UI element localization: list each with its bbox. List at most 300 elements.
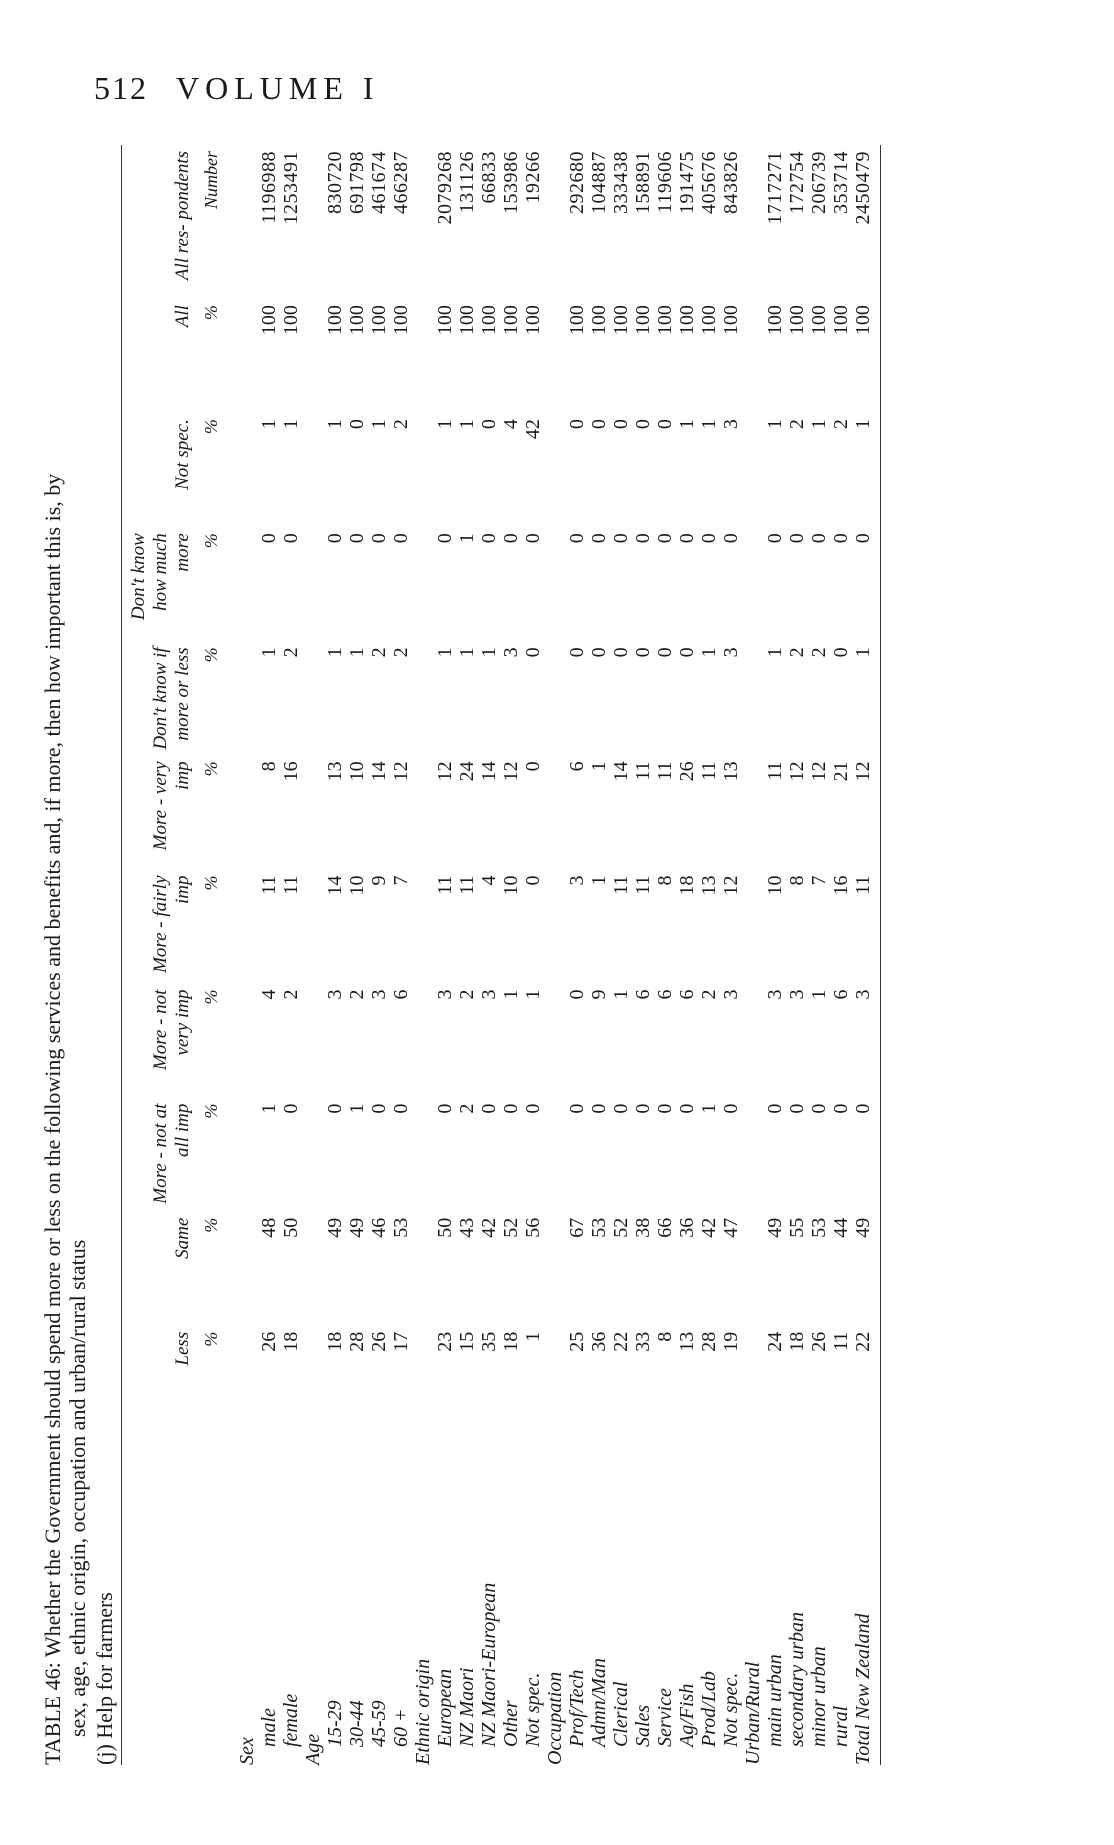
cell-percent: 3 [786,989,808,1000]
units-pct: % [201,419,221,435]
cell-number: 353714 [830,151,852,214]
cell-empty [236,641,258,755]
cell-empty [236,145,258,299]
cell-percent: 0 [588,647,610,658]
cell-percent: 8 [654,875,676,886]
cell-percent: 11 [434,875,456,895]
cell-percent: 0 [632,647,654,658]
cell-empty [236,1326,258,1440]
cell-percent: 0 [830,1103,852,1114]
cell-percent: 11 [764,761,786,781]
cell-number: 461674 [368,151,390,214]
table-group-row [544,145,566,1765]
cell-percent: 0 [786,533,808,544]
cell-percent: 0 [786,1103,808,1114]
table-group-row [236,145,258,1765]
header-all: All [172,305,193,328]
cell-percent: 0 [632,1103,654,1114]
cell-number: 2079268 [434,151,456,225]
cell-percent: 0 [324,533,346,544]
cell-percent: 100 [830,305,852,336]
row-label: Not spec. [720,1672,742,1747]
row-label: NZ Maori [456,1667,478,1747]
cell-percent: 2 [368,647,390,658]
units-pct: % [201,305,221,321]
row-label: 15-29 [324,1700,346,1747]
cell-percent: 18 [676,875,698,896]
cell-empty [412,299,434,413]
cell-empty [742,641,764,755]
cell-empty [544,984,566,1098]
header-more-fairly: More - fairly imp [150,875,193,973]
cell-percent: 42 [478,1217,500,1238]
table-row [808,145,830,1765]
row-label: Clerical [610,1681,632,1747]
cell-percent: 2 [698,989,720,1000]
cell-number: 405676 [698,151,720,214]
cell-percent: 66 [654,1217,676,1238]
cell-percent: 100 [808,305,830,336]
cell-number: 153986 [500,151,522,214]
units-pct: % [201,875,221,891]
cell-percent: 1 [500,989,522,1000]
cell-percent: 28 [698,1331,720,1352]
cell-percent: 3 [720,647,742,658]
cell-number: 158891 [632,151,654,214]
cell-empty [544,641,566,755]
cell-percent: 0 [346,419,368,430]
row-label: Admn/Man [588,1658,610,1747]
cell-percent: 0 [830,647,852,658]
cell-percent: 1 [588,875,610,886]
cell-empty [742,755,764,869]
table-row [478,145,500,1765]
cell-percent: 10 [764,875,786,896]
cell-percent: 1 [456,419,478,430]
cell-empty [412,1212,434,1326]
cell-percent: 26 [808,1331,830,1352]
cell-percent: 2 [346,989,368,1000]
cell-percent: 12 [390,761,412,782]
cell-percent: 1 [588,761,610,772]
cell-percent: 12 [500,761,522,782]
cell-percent: 0 [720,1103,742,1114]
row-label: NZ Maori-European [478,1582,500,1747]
cell-percent: 0 [500,1103,522,1114]
cell-percent: 1 [324,419,346,430]
table-row [720,145,742,1765]
cell-percent: 0 [654,533,676,544]
data-table [122,145,874,1765]
row-label: European [434,1668,456,1747]
cell-percent: 24 [456,761,478,782]
cell-percent: 6 [390,989,412,1000]
cell-empty [544,145,566,299]
table-subtitle: sex, age, ethnic origin, occupation and urban/rural status [65,1239,90,1737]
cell-percent: 100 [588,305,610,336]
cell-percent: 0 [720,533,742,544]
cell-number: 2450479 [852,151,874,225]
table-row [434,145,456,1765]
cell-percent: 1 [456,647,478,658]
volume-label: VOLUME I [176,70,380,106]
page-header [94,70,380,107]
cell-percent: 1 [346,647,368,658]
cell-percent: 23 [434,1331,456,1352]
cell-number: 1253491 [280,151,302,225]
cell-empty [302,1098,324,1212]
cell-empty [302,145,324,299]
cell-percent: 22 [610,1331,632,1352]
cell-percent: 1 [258,647,280,658]
cell-percent: 12 [852,761,874,782]
cell-empty [412,984,434,1098]
cell-empty [544,527,566,641]
cell-empty [302,413,324,527]
table-row [368,145,390,1765]
cell-percent: 0 [808,1103,830,1114]
table-row [500,145,522,1765]
header-row [122,145,196,1765]
cell-percent: 48 [258,1217,280,1238]
cell-percent: 0 [676,647,698,658]
cell-percent: 1 [346,1103,368,1114]
cell-percent: 50 [280,1217,302,1238]
header-less: Less [172,1331,193,1366]
cell-percent: 100 [280,305,302,336]
row-label: male [258,1708,280,1747]
table-group-row [302,145,324,1765]
cell-percent: 6 [830,989,852,1000]
row-label: 30-44 [346,1700,368,1747]
cell-percent: 3 [852,989,874,1000]
cell-number: 191475 [676,151,698,214]
cell-percent: 0 [280,533,302,544]
cell-percent: 17 [390,1331,412,1352]
cell-percent: 0 [610,419,632,430]
cell-percent: 18 [786,1331,808,1352]
cell-percent: 42 [698,1217,720,1238]
cell-percent: 6 [654,989,676,1000]
cell-percent: 0 [852,533,874,544]
cell-percent: 14 [368,761,390,782]
cell-number: 19266 [522,151,544,204]
cell-empty [544,413,566,527]
cell-percent: 21 [830,761,852,782]
cell-number: 206739 [808,151,830,214]
table-row [786,145,808,1765]
cell-empty [412,755,434,869]
cell-number: 119606 [654,151,676,214]
cell-percent: 1 [434,419,456,430]
cell-empty [236,1098,258,1212]
cell-empty [412,527,434,641]
cell-percent: 0 [632,419,654,430]
cell-empty [742,145,764,299]
cell-percent: 100 [368,305,390,336]
cell-percent: 0 [588,1103,610,1114]
table-row [346,145,368,1765]
cell-percent: 33 [632,1331,654,1352]
row-label: 60 + [390,1708,412,1747]
cell-percent: 100 [720,305,742,336]
cell-percent: 67 [566,1217,588,1238]
cell-number: 104887 [588,151,610,214]
cell-percent: 53 [588,1217,610,1238]
cell-percent: 0 [764,1103,786,1114]
cell-empty [302,755,324,869]
cell-percent: 0 [258,533,280,544]
cell-percent: 22 [852,1331,874,1352]
cell-percent: 3 [500,647,522,658]
cell-empty [544,869,566,983]
cell-empty [742,1212,764,1326]
units-row [196,145,236,1765]
cell-percent: 11 [632,875,654,895]
cell-number: 466287 [390,151,412,214]
cell-percent: 6 [566,761,588,772]
cell-percent: 1 [698,1103,720,1114]
row-label: Service [654,1688,676,1747]
cell-percent: 0 [478,533,500,544]
cell-percent: 0 [390,533,412,544]
cell-percent: 100 [258,305,280,336]
cell-empty [236,755,258,869]
cell-percent: 38 [632,1217,654,1238]
header-blank [122,1440,196,1765]
cell-percent: 56 [522,1217,544,1238]
cell-empty [236,1212,258,1326]
table-row [610,145,632,1765]
cell-percent: 100 [654,305,676,336]
cell-percent: 1 [698,419,720,430]
cell-number: 292680 [566,151,588,214]
units-blank [196,1440,236,1765]
cell-percent: 1 [676,419,698,430]
cell-percent: 0 [676,1103,698,1114]
cell-percent: 0 [434,1103,456,1114]
cell-percent: 100 [632,305,654,336]
units-pct: % [201,1217,221,1233]
row-label: 45-59 [368,1700,390,1747]
table-row [258,145,280,1765]
header-dk-more-less: Don't know if more or less [150,647,193,750]
cell-percent: 4 [258,989,280,1000]
cell-percent: 28 [346,1331,368,1352]
header-all-respondents: All res- pondents [172,151,193,281]
cell-percent: 1 [522,1331,544,1342]
cell-percent: 1 [808,419,830,430]
cell-percent: 44 [830,1217,852,1238]
cell-empty [412,145,434,299]
cell-percent: 100 [456,305,478,336]
cell-percent: 26 [368,1331,390,1352]
cell-percent: 49 [764,1217,786,1238]
cell-percent: 16 [830,875,852,896]
cell-percent: 10 [346,875,368,896]
cell-empty [544,755,566,869]
cell-percent: 35 [478,1331,500,1352]
row-label: Prod/Lab [698,1671,720,1747]
cell-percent: 0 [346,533,368,544]
cell-percent: 15 [456,1331,478,1352]
cell-percent: 52 [610,1217,632,1238]
cell-empty [302,527,324,641]
cell-percent: 12 [808,761,830,782]
cell-percent: 100 [852,305,874,336]
cell-percent: 11 [654,761,676,781]
cell-percent: 19 [720,1331,742,1352]
cell-percent: 13 [676,1331,698,1352]
row-label: Ethnic origin [412,1658,434,1765]
cell-percent: 36 [676,1217,698,1238]
cell-percent: 0 [654,647,676,658]
cell-percent: 53 [808,1217,830,1238]
cell-percent: 0 [610,647,632,658]
cell-percent: 3 [720,419,742,430]
cell-percent: 1 [434,647,456,658]
cell-percent: 1 [808,989,830,1000]
cell-percent: 49 [852,1217,874,1238]
table-row [830,145,852,1765]
cell-percent: 52 [500,1217,522,1238]
table-row [566,145,588,1765]
cell-percent: 14 [478,761,500,782]
row-label: Age [302,1733,324,1765]
cell-number: 1196988 [258,151,280,224]
cell-percent: 2 [456,1103,478,1114]
cell-empty [236,984,258,1098]
cell-percent: 49 [324,1217,346,1238]
page-number: 512 [94,70,148,106]
cell-percent: 0 [654,1103,676,1114]
cell-percent: 0 [808,533,830,544]
table-group-row [742,145,764,1765]
cell-percent: 7 [390,875,412,886]
cell-empty [742,527,764,641]
cell-empty [236,527,258,641]
row-label: Not spec. [522,1672,544,1747]
cell-percent: 11 [632,761,654,781]
row-label: Sales [632,1704,654,1747]
cell-percent: 0 [522,1103,544,1114]
row-label: female [280,1693,302,1747]
cell-percent: 6 [676,989,698,1000]
cell-percent: 1 [522,989,544,1000]
cell-percent: 0 [566,989,588,1000]
cell-number: 1717271 [764,151,786,225]
cell-percent: 0 [500,533,522,544]
cell-percent: 0 [434,533,456,544]
units-number: Number [201,151,221,209]
cell-percent: 0 [830,533,852,544]
row-label: Total New Zealand [852,1613,874,1765]
row-label: Urban/Rural [742,1661,764,1765]
cell-percent: 0 [478,419,500,430]
cell-percent: 0 [588,419,610,430]
header-dk-how-much: Don't know how much more [128,533,193,621]
cell-percent: 18 [280,1331,302,1352]
cell-percent: 100 [434,305,456,336]
cell-percent: 3 [720,989,742,1000]
cell-percent: 11 [456,875,478,895]
cell-empty [412,413,434,527]
cell-number: 66833 [478,151,500,204]
cell-empty [544,1098,566,1212]
cell-percent: 0 [764,533,786,544]
cell-percent: 11 [852,875,874,895]
cell-percent: 11 [280,875,302,895]
cell-percent: 1 [324,647,346,658]
cell-percent: 26 [676,761,698,782]
header-same: Same [172,1217,193,1259]
cell-percent: 2 [808,647,830,658]
cell-percent: 0 [522,875,544,886]
row-label: Prof/Tech [566,1669,588,1747]
cell-empty [302,299,324,413]
cell-percent: 3 [324,989,346,1000]
cell-percent: 8 [258,761,280,772]
cell-percent: 0 [566,419,588,430]
rotated-table-block [40,145,1070,1765]
cell-percent: 0 [324,1103,346,1114]
cell-percent: 42 [522,419,544,440]
cell-percent: 100 [346,305,368,336]
cell-empty [236,299,258,413]
cell-empty [742,413,764,527]
units-pct: % [201,761,221,777]
cell-percent: 3 [764,989,786,1000]
cell-percent: 8 [786,875,808,886]
cell-percent: 100 [500,305,522,336]
cell-percent: 1 [852,647,874,658]
header-not-spec: Not spec. [172,419,193,490]
cell-percent: 1 [610,989,632,1000]
cell-percent: 46 [368,1217,390,1238]
cell-percent: 13 [698,875,720,896]
cell-percent: 0 [368,1103,390,1114]
row-label: Sex [236,1737,258,1765]
cell-percent: 100 [698,305,720,336]
cell-percent: 13 [324,761,346,782]
table-row [698,145,720,1765]
cell-percent: 11 [610,875,632,895]
row-label: Occupation [544,1671,566,1765]
units-pct: % [201,989,221,1005]
bottom-rule [880,145,881,1765]
table-row [654,145,676,1765]
cell-percent: 2 [786,647,808,658]
cell-number: 131126 [456,151,478,214]
table-row [390,145,412,1765]
cell-percent: 11 [258,875,280,895]
cell-empty [412,869,434,983]
cell-empty [302,984,324,1098]
cell-percent: 4 [500,419,522,430]
cell-percent: 36 [588,1331,610,1352]
cell-percent: 26 [258,1331,280,1352]
cell-percent: 2 [830,419,852,430]
cell-empty [544,1212,566,1326]
table-row [588,145,610,1765]
cell-percent: 55 [786,1217,808,1238]
cell-empty [302,1212,324,1326]
cell-percent: 50 [434,1217,456,1238]
cell-percent: 100 [764,305,786,336]
cell-percent: 1 [258,419,280,430]
cell-percent: 1 [698,647,720,658]
cell-percent: 1 [478,647,500,658]
